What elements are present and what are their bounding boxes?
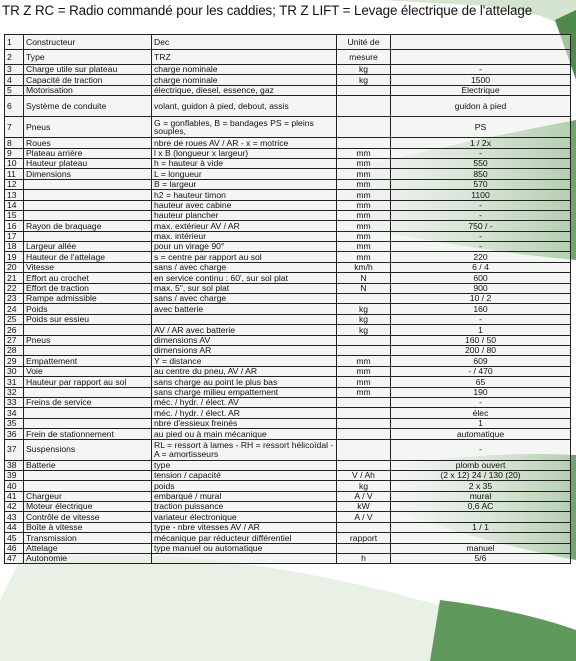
row-value: 600 xyxy=(391,273,571,283)
row-description: B = largeur xyxy=(152,179,337,189)
page-caption: TR Z RC = Radio commandé pour les caddies; TR Z LIFT = Levage électrique de l'attelage xyxy=(2,3,533,18)
row-value: - xyxy=(391,231,571,241)
row-value: (2 x 12) 24 / 130 (20) xyxy=(391,470,571,480)
row-number: 27 xyxy=(5,335,24,345)
row-label: Type xyxy=(24,50,152,65)
row-unit: A / V xyxy=(337,512,391,522)
row-unit: Unité de xyxy=(337,35,391,50)
row-unit: kg xyxy=(337,304,391,314)
row-label xyxy=(24,179,152,189)
row-description: hauteur plancher xyxy=(152,210,337,220)
row-value: - xyxy=(391,200,571,210)
row-label: Chargeur xyxy=(24,491,152,501)
row-unit: mm xyxy=(337,200,391,210)
table-row xyxy=(5,96,571,117)
row-number: 11 xyxy=(5,169,24,179)
row-label: Transmission xyxy=(24,533,152,543)
row-value: 5/6 xyxy=(391,554,571,564)
row-description: Dec xyxy=(152,35,337,50)
row-description: max. intérieur xyxy=(152,231,337,241)
row-unit: mm xyxy=(337,366,391,376)
table-row xyxy=(5,512,571,522)
row-description: poids xyxy=(152,481,337,491)
row-number: 38 xyxy=(5,460,24,470)
row-number: 26 xyxy=(5,325,24,335)
row-description xyxy=(152,314,337,324)
row-unit: mm xyxy=(337,158,391,168)
row-description: nbre d'essieux freinés xyxy=(152,418,337,428)
row-label: Dimensions xyxy=(24,169,152,179)
row-description: nbre de roues AV / AR - x = motrice xyxy=(152,138,337,148)
row-unit xyxy=(337,294,391,304)
row-description: type xyxy=(152,460,337,470)
row-unit xyxy=(337,460,391,470)
row-number: 6 xyxy=(5,96,24,117)
row-unit: mm xyxy=(337,148,391,158)
row-number: 32 xyxy=(5,387,24,397)
row-unit: mesure xyxy=(337,50,391,65)
row-number: 28 xyxy=(5,345,24,355)
row-unit xyxy=(337,397,391,407)
table-row xyxy=(5,200,571,210)
row-label: Motorisation xyxy=(24,85,152,95)
row-number: 17 xyxy=(5,231,24,241)
row-description: variateur électronique xyxy=(152,512,337,522)
row-description: h2 = hauteur timon xyxy=(152,190,337,200)
row-label xyxy=(24,345,152,355)
row-number: 33 xyxy=(5,397,24,407)
table-row xyxy=(5,169,571,179)
row-label xyxy=(24,325,152,335)
table-row xyxy=(5,179,571,189)
row-value: 2 x 35 xyxy=(391,481,571,491)
row-number: 21 xyxy=(5,273,24,283)
row-description: traction puissance xyxy=(152,502,337,512)
row-value: 609 xyxy=(391,356,571,366)
row-label: Pneus xyxy=(24,335,152,345)
row-unit: N xyxy=(337,273,391,283)
row-unit xyxy=(337,418,391,428)
row-number: 40 xyxy=(5,481,24,491)
row-value: guidon à pied xyxy=(391,96,571,117)
table-row xyxy=(5,366,571,376)
row-number: 13 xyxy=(5,190,24,200)
row-value: 6 / 4 xyxy=(391,262,571,272)
row-label: Plateau arrière xyxy=(24,148,152,158)
row-number: 29 xyxy=(5,356,24,366)
row-number: 43 xyxy=(5,512,24,522)
row-label: Batterie xyxy=(24,460,152,470)
row-value xyxy=(391,35,571,50)
row-description: max. 5", sur sol plat xyxy=(152,283,337,293)
row-value: 900 xyxy=(391,283,571,293)
table-row xyxy=(5,242,571,252)
row-value: 190 xyxy=(391,387,571,397)
row-description: hauteur avec cabine xyxy=(152,200,337,210)
row-value: 550 xyxy=(391,158,571,168)
row-unit xyxy=(337,439,391,460)
table-row xyxy=(5,148,571,158)
row-description: TRZ xyxy=(152,50,337,65)
row-number: 12 xyxy=(5,179,24,189)
row-unit: mm xyxy=(337,190,391,200)
row-description: sans / avec charge xyxy=(152,262,337,272)
row-label: Vitesse xyxy=(24,262,152,272)
row-unit xyxy=(337,138,391,148)
row-number: 31 xyxy=(5,377,24,387)
row-description: charge nominale xyxy=(152,65,337,75)
row-unit: mm xyxy=(337,387,391,397)
row-label: Pneus xyxy=(24,117,152,138)
row-description: max. extérieur AV / AR xyxy=(152,221,337,231)
row-description: type manuel ou automatique xyxy=(152,543,337,553)
row-description: s = centre par rapport au sol xyxy=(152,252,337,262)
row-label: Moteur électrique xyxy=(24,502,152,512)
row-description: RL = ressort à lames - RH = ressort hélicoïdal - A = amortisseurs xyxy=(152,439,337,460)
row-number: 36 xyxy=(5,429,24,439)
row-unit: V / Ah xyxy=(337,470,391,480)
row-unit: mm xyxy=(337,231,391,241)
row-unit: kW xyxy=(337,502,391,512)
row-description: mécanique par réducteur différentiel xyxy=(152,533,337,543)
row-value: 850 xyxy=(391,169,571,179)
row-number: 19 xyxy=(5,252,24,262)
row-unit: mm xyxy=(337,252,391,262)
row-description: Y = distance xyxy=(152,356,337,366)
row-description: méc. / hydr. / élect. AR xyxy=(152,408,337,418)
row-label xyxy=(24,387,152,397)
row-description: l x B (longueur x largeur) xyxy=(152,148,337,158)
row-description: L = longueur xyxy=(152,169,337,179)
row-label: Constructeur xyxy=(24,35,152,50)
table-row xyxy=(5,397,571,407)
row-value: - xyxy=(391,210,571,220)
row-number: 20 xyxy=(5,262,24,272)
row-description: dimensions AR xyxy=(152,345,337,355)
row-value: 1500 xyxy=(391,75,571,85)
row-label: Voie xyxy=(24,366,152,376)
row-description: volant, guidon à pied, debout, assis xyxy=(152,96,337,117)
row-description: en service continu : 60', sur sol plat xyxy=(152,273,337,283)
table-row xyxy=(5,117,571,138)
row-number: 15 xyxy=(5,210,24,220)
row-unit xyxy=(337,345,391,355)
row-value: - xyxy=(391,242,571,252)
row-unit xyxy=(337,335,391,345)
row-label: Contrôle de vitesse xyxy=(24,512,152,522)
row-description xyxy=(152,554,337,564)
row-value: 65 xyxy=(391,377,571,387)
table-row xyxy=(5,481,571,491)
row-value: 220 xyxy=(391,252,571,262)
row-unit: rapport xyxy=(337,533,391,543)
row-label: Hauteur plateau xyxy=(24,158,152,168)
row-label: Attelage xyxy=(24,543,152,553)
row-number: 34 xyxy=(5,408,24,418)
row-description: sans / avec charge xyxy=(152,294,337,304)
table-row xyxy=(5,210,571,220)
row-label: Rampe admissible xyxy=(24,294,152,304)
row-value: 1 / 2x xyxy=(391,138,571,148)
row-label: Empattement xyxy=(24,356,152,366)
row-label: Autonomie xyxy=(24,554,152,564)
row-value: mural xyxy=(391,491,571,501)
row-unit: kg xyxy=(337,325,391,335)
row-unit: kg xyxy=(337,65,391,75)
row-description: AV / AR avec batterie xyxy=(152,325,337,335)
table-row xyxy=(5,221,571,231)
row-description: tension / capacité xyxy=(152,470,337,480)
row-value: 10 / 2 xyxy=(391,294,571,304)
row-value xyxy=(391,512,571,522)
row-unit: mm xyxy=(337,179,391,189)
row-number: 16 xyxy=(5,221,24,231)
row-label: Freins de service xyxy=(24,397,152,407)
row-label: Frein de stationnement xyxy=(24,429,152,439)
row-number: 22 xyxy=(5,283,24,293)
table-row xyxy=(5,252,571,262)
table-row xyxy=(5,460,571,470)
row-number: 35 xyxy=(5,418,24,428)
row-unit: kg xyxy=(337,481,391,491)
row-unit: mm xyxy=(337,210,391,220)
table-row xyxy=(5,335,571,345)
row-number: 23 xyxy=(5,294,24,304)
row-value: 1 / 1 xyxy=(391,522,571,532)
table-row xyxy=(5,345,571,355)
row-value: 750 / - xyxy=(391,221,571,231)
row-description: méc. / hydr. / élect. AV xyxy=(152,397,337,407)
table-row xyxy=(5,418,571,428)
table-row xyxy=(5,138,571,148)
table-row xyxy=(5,50,571,65)
row-label: Effort au crochet xyxy=(24,273,152,283)
row-unit: km/h xyxy=(337,262,391,272)
table-row xyxy=(5,543,571,553)
row-description: embarqué / mural xyxy=(152,491,337,501)
table-row xyxy=(5,429,571,439)
row-label xyxy=(24,481,152,491)
table-row xyxy=(5,470,571,480)
table-row xyxy=(5,522,571,532)
row-number: 44 xyxy=(5,522,24,532)
row-value: - xyxy=(391,439,571,460)
row-value: - xyxy=(391,397,571,407)
table-row xyxy=(5,408,571,418)
table-row xyxy=(5,554,571,564)
row-description: dimensions AV xyxy=(152,335,337,345)
row-unit xyxy=(337,85,391,95)
row-value: 570 xyxy=(391,179,571,189)
row-number: 3 xyxy=(5,65,24,75)
row-number: 47 xyxy=(5,554,24,564)
row-unit: mm xyxy=(337,242,391,252)
row-unit: h xyxy=(337,554,391,564)
row-unit xyxy=(337,408,391,418)
row-description: avec batterie xyxy=(152,304,337,314)
row-description: sans charge au point le plus bas xyxy=(152,377,337,387)
row-label xyxy=(24,470,152,480)
row-value: - xyxy=(391,148,571,158)
row-unit xyxy=(337,522,391,532)
row-number: 37 xyxy=(5,439,24,460)
row-label: Effort de traction xyxy=(24,283,152,293)
row-number: 18 xyxy=(5,242,24,252)
row-label: Charge utile sur plateau xyxy=(24,65,152,75)
table-row xyxy=(5,377,571,387)
spec-table xyxy=(4,34,571,564)
table-row xyxy=(5,35,571,50)
row-value: - / 470 xyxy=(391,366,571,376)
row-label xyxy=(24,210,152,220)
row-value xyxy=(391,50,571,65)
row-number: 2 xyxy=(5,50,24,65)
row-value xyxy=(391,533,571,543)
table-row xyxy=(5,533,571,543)
row-unit xyxy=(337,543,391,553)
row-number: 4 xyxy=(5,75,24,85)
row-label xyxy=(24,408,152,418)
row-description: au centre du pneu, AV / AR xyxy=(152,366,337,376)
row-number: 30 xyxy=(5,366,24,376)
row-value: 0,6 AC xyxy=(391,502,571,512)
table-row xyxy=(5,387,571,397)
row-number: 45 xyxy=(5,533,24,543)
table-row xyxy=(5,273,571,283)
table-row xyxy=(5,231,571,241)
row-label xyxy=(24,200,152,210)
row-label: Roues xyxy=(24,138,152,148)
table-row xyxy=(5,491,571,501)
row-number: 1 xyxy=(5,35,24,50)
row-number: 10 xyxy=(5,158,24,168)
row-value: élec xyxy=(391,408,571,418)
table-row xyxy=(5,325,571,335)
table-row xyxy=(5,294,571,304)
row-label: Poids sur essieu xyxy=(24,314,152,324)
row-label: Largeur allée xyxy=(24,242,152,252)
row-description: charge nominale xyxy=(152,75,337,85)
row-number: 5 xyxy=(5,85,24,95)
row-number: 9 xyxy=(5,148,24,158)
row-value: plomb ouvert xyxy=(391,460,571,470)
row-value: - xyxy=(391,65,571,75)
row-label: Rayon de braquage xyxy=(24,221,152,231)
row-label: Hauteur par rapport au sol xyxy=(24,377,152,387)
row-label xyxy=(24,190,152,200)
row-label: Suspensions xyxy=(24,439,152,460)
row-label: Capacité de traction xyxy=(24,75,152,85)
table-row xyxy=(5,262,571,272)
row-value: automatique xyxy=(391,429,571,439)
row-unit: kg xyxy=(337,75,391,85)
row-unit: N xyxy=(337,283,391,293)
row-number: 14 xyxy=(5,200,24,210)
row-unit xyxy=(337,117,391,138)
row-description: type - nbre vitesses AV / AR xyxy=(152,522,337,532)
row-number: 8 xyxy=(5,138,24,148)
row-number: 42 xyxy=(5,502,24,512)
table-row xyxy=(5,439,571,460)
table-row xyxy=(5,502,571,512)
row-number: 46 xyxy=(5,543,24,553)
row-description: au pied ou à main mécanique xyxy=(152,429,337,439)
row-label xyxy=(24,418,152,428)
row-label: Poids xyxy=(24,304,152,314)
row-value: 1 xyxy=(391,325,571,335)
row-description: pour un virage 90° xyxy=(152,242,337,252)
row-value: 160 / 50 xyxy=(391,335,571,345)
table-row xyxy=(5,190,571,200)
row-description: électrique, diesel, essence, gaz xyxy=(152,85,337,95)
row-number: 24 xyxy=(5,304,24,314)
row-number: 41 xyxy=(5,491,24,501)
row-unit: A / V xyxy=(337,491,391,501)
row-value: 1 xyxy=(391,418,571,428)
row-description: sans charge milieu empattement xyxy=(152,387,337,397)
table-row xyxy=(5,65,571,75)
table-row xyxy=(5,75,571,85)
row-number: 25 xyxy=(5,314,24,324)
row-unit: mm xyxy=(337,221,391,231)
row-value: PS xyxy=(391,117,571,138)
row-unit: mm xyxy=(337,169,391,179)
row-unit: mm xyxy=(337,377,391,387)
row-label: Système de conduite xyxy=(24,96,152,117)
table-row xyxy=(5,85,571,95)
row-number: 39 xyxy=(5,470,24,480)
row-value: 160 xyxy=(391,304,571,314)
row-unit: kg xyxy=(337,314,391,324)
row-label xyxy=(24,231,152,241)
row-value: manuel xyxy=(391,543,571,553)
table-row xyxy=(5,283,571,293)
row-value: Electrique xyxy=(391,85,571,95)
row-description: h = hauteur à vide xyxy=(152,158,337,168)
row-label: Hauteur de l'attelage xyxy=(24,252,152,262)
row-unit xyxy=(337,96,391,117)
row-number: 7 xyxy=(5,117,24,138)
row-value: 200 / 80 xyxy=(391,345,571,355)
row-description: G = gonflables, B = bandages PS = pleins souples, xyxy=(152,117,337,138)
table-row xyxy=(5,356,571,366)
table-row xyxy=(5,158,571,168)
row-label: Boîte à vitesse xyxy=(24,522,152,532)
row-unit xyxy=(337,429,391,439)
row-unit: mm xyxy=(337,356,391,366)
table-row xyxy=(5,304,571,314)
row-value: 1100 xyxy=(391,190,571,200)
table-row xyxy=(5,314,571,324)
row-value: - xyxy=(391,314,571,324)
